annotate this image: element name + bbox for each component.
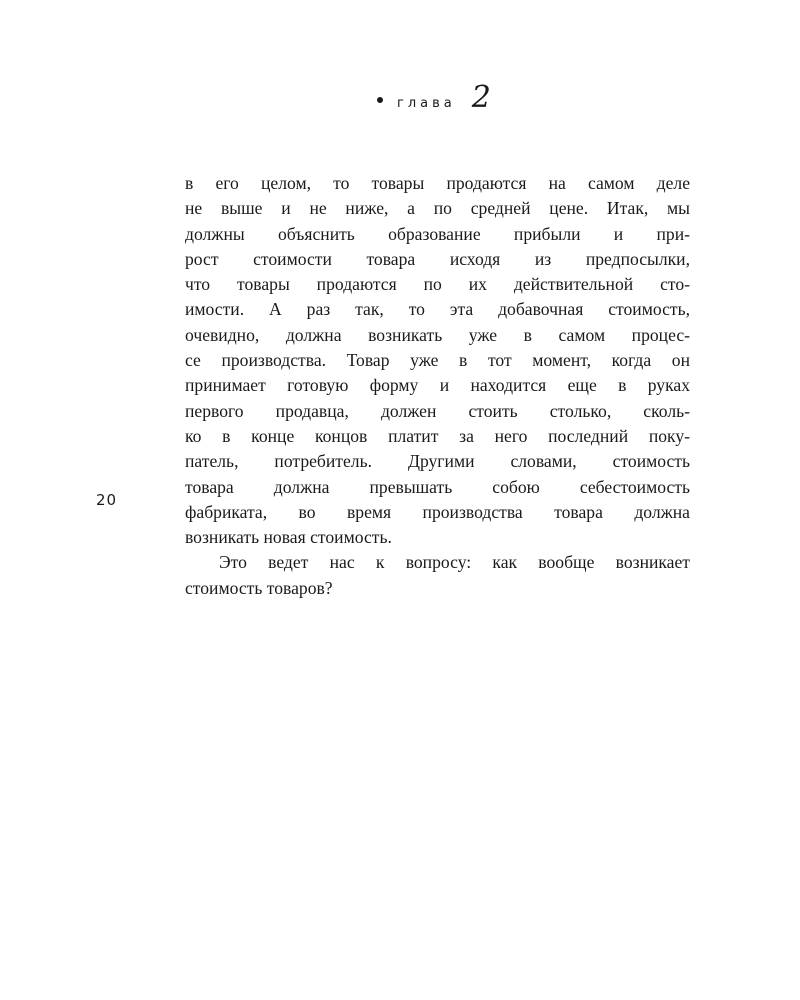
- text-line: Это ведет нас к вопросу: как вообще возникает: [219, 552, 690, 573]
- text-line: имости. А раз так, то эта добавочная стоимость,: [185, 299, 690, 320]
- text-line: не выше и не ниже, а по средней цене. Итак, мы: [185, 198, 690, 219]
- text-line: се производства. Товар уже в тот момент, когда он: [185, 350, 690, 371]
- text-line: фабриката, во время производства товара должна: [185, 501, 690, 522]
- text-line: стоимость товаров?: [185, 577, 333, 598]
- bullet-icon: [377, 97, 383, 103]
- text-line: что товары продаются по их действительной сто-: [185, 274, 690, 295]
- chapter-number: 2: [471, 80, 491, 115]
- text-line: в его целом, то товары продаются на самом деле: [185, 173, 690, 193]
- text-line: ко в конце концов платит за него последний поку-: [185, 425, 690, 446]
- text-line: принимает готовую форму и находится еще в руках: [185, 375, 690, 396]
- text-line: патель, потребитель. Другими словами, стоимость: [185, 451, 690, 472]
- text-line: товара должна превышать собою себестоимость: [185, 476, 690, 497]
- chapter-header: [377, 80, 491, 115]
- text-line: возникать новая стоимость.: [185, 527, 392, 548]
- text-line: очевидно, должна возникать уже в самом процес-: [185, 324, 690, 345]
- page-number: 20: [96, 491, 118, 509]
- text-line: первого продавца, должен стоить столько, сколь-: [185, 400, 690, 421]
- text-line: должны объяснить образование прибыли и при-: [185, 223, 690, 244]
- body-text: [185, 171, 690, 601]
- text-line: рост стоимости товара исходя из предпосылки,: [185, 248, 690, 269]
- chapter-label: глава: [397, 96, 456, 111]
